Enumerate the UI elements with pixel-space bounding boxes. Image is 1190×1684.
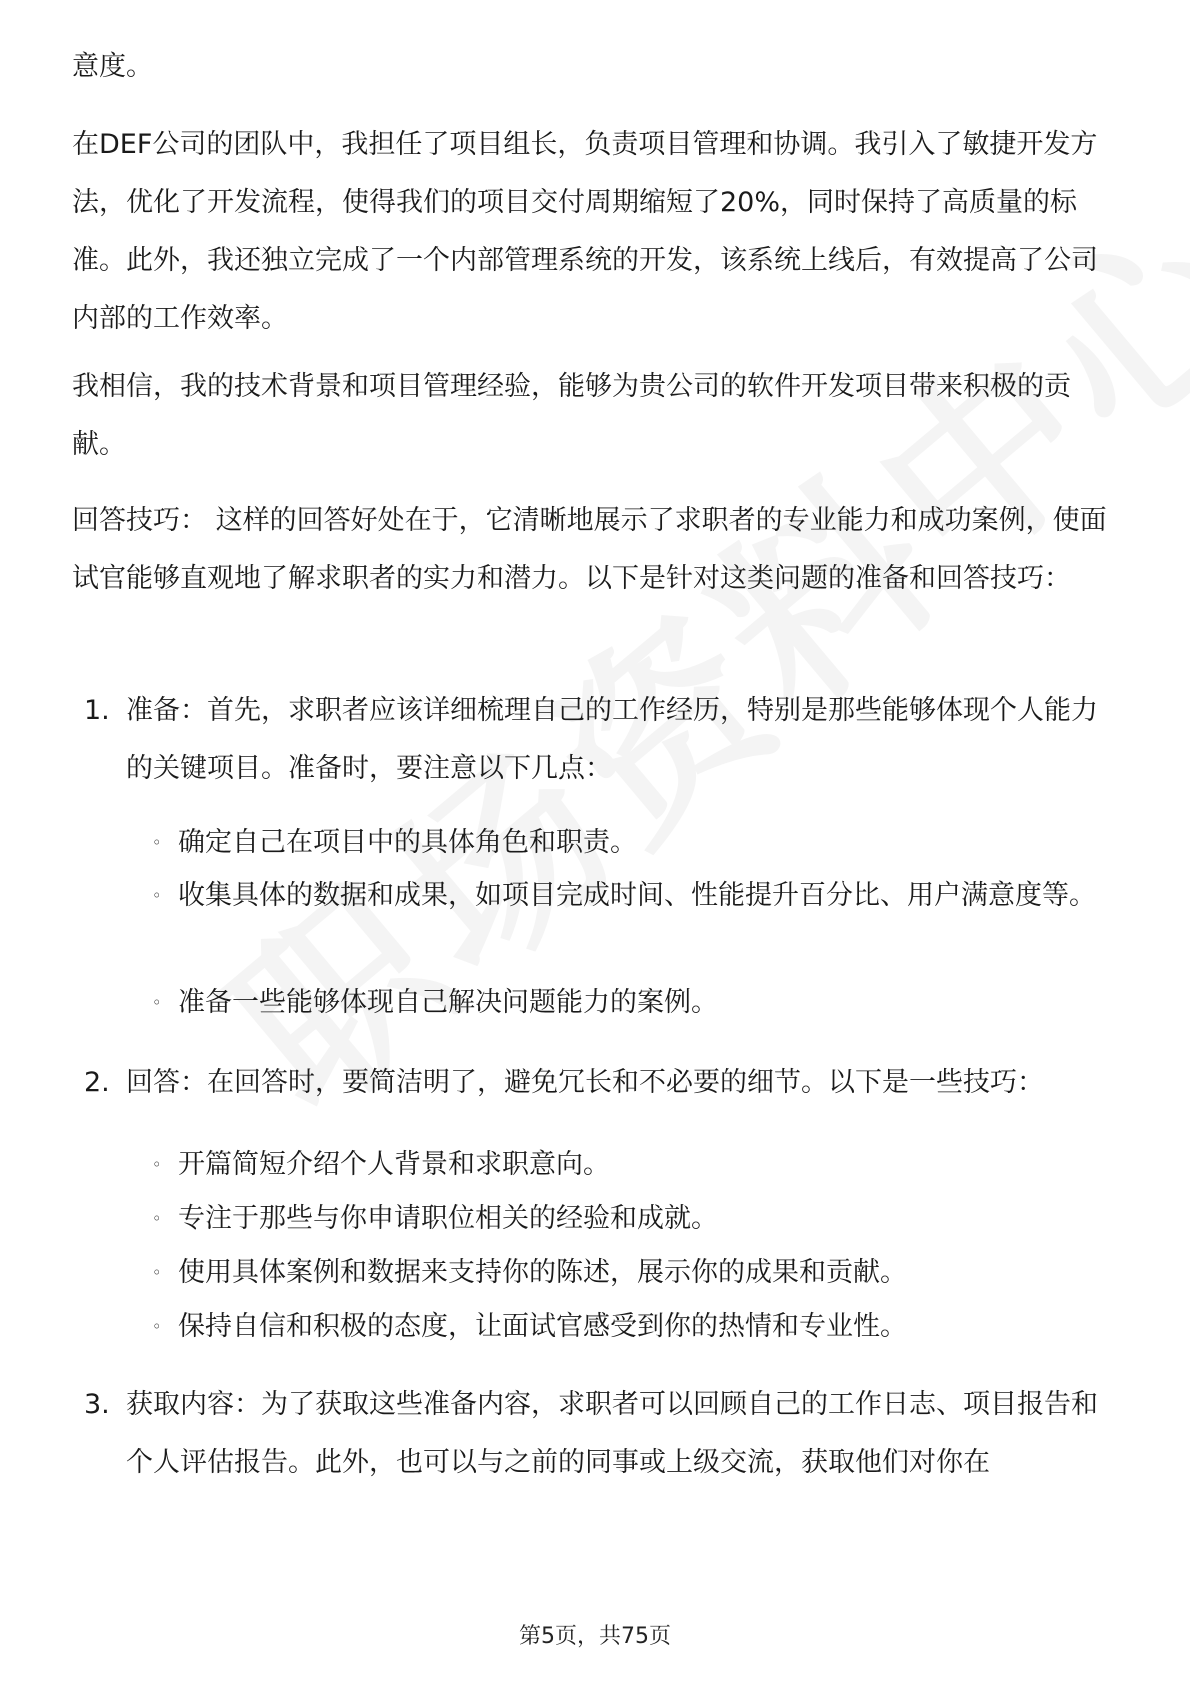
list-item-get-content: 获取内容：为了获取这些准备内容，求职者可以回顾自己的工作日志、项目报告和个人评估报告。此外，也可以与之前的同事或上级交流，获取他们对你在 (126, 1389, 1098, 1478)
list-item: 保持自信和积极的态度，让面试官感受到你的热情和专业性。 (178, 1311, 907, 1342)
list-number: 2. (84, 1067, 110, 1098)
list-item: 确定自己在项目中的具体角色和职责。 (178, 827, 637, 858)
list-item-prepare: 准备：首先，求职者应该详细梳理自己的工作经历，特别是那些能够体现个人能力的关键项目。准备时，要注意以下几点： (126, 695, 1098, 784)
list-number: 3. (84, 1389, 110, 1420)
list-item: 收集具体的数据和成果，如项目完成时间、性能提升百分比、用户满意度等。 (178, 880, 1096, 911)
bullet-marker: ◦ (152, 1155, 162, 1174)
list-item: 准备一些能够体现自己解决问题能力的案例。 (178, 987, 718, 1018)
bullet-marker: ◦ (152, 1209, 162, 1228)
paragraph-answer-tips: 回答技巧： 这样的回答好处在于，它清晰地展示了求职者的专业能力和成功案例，使面试官能够直观地了解求职者的实力和潜力。以下是针对这类问题的准备和回答技巧： (72, 505, 1107, 594)
paragraph-continuation: 意度。 (72, 51, 153, 82)
list-item: 使用具体案例和数据来支持你的陈述，展示你的成果和贡献。 (178, 1257, 907, 1288)
paragraph-def-company: 在DEF公司的团队中，我担任了项目组长，负责项目管理和协调。我引入了敏捷开发方法，优化了开发流程，使得我们的项目交付周期缩短了20%，同时保持了高质量的标准。此外，我还独立完成了一个内部管理系统的开发，该系统上线后，有效提高了公司内部的工作效率。 (72, 129, 1098, 334)
list-number: 1. (84, 695, 110, 726)
bullet-marker: ◦ (152, 833, 162, 852)
bullet-marker: ◦ (152, 1317, 162, 1336)
bullet-marker: ◦ (152, 1263, 162, 1282)
list-item-answer: 回答：在回答时，要简洁明了，避免冗长和不必要的细节。以下是一些技巧： (126, 1067, 1044, 1098)
page-footer: 第5页，共75页 (519, 1624, 671, 1649)
bullet-marker: ◦ (152, 886, 162, 905)
list-item: 开篇简短介绍个人背景和求职意向。 (178, 1149, 610, 1180)
list-item: 专注于那些与你申请职位相关的经验和成就。 (178, 1203, 718, 1234)
paragraph-contribution: 我相信，我的技术背景和项目管理经验，能够为贵公司的软件开发项目带来积极的贡献。 (72, 371, 1071, 460)
bullet-marker: ◦ (152, 993, 162, 1012)
